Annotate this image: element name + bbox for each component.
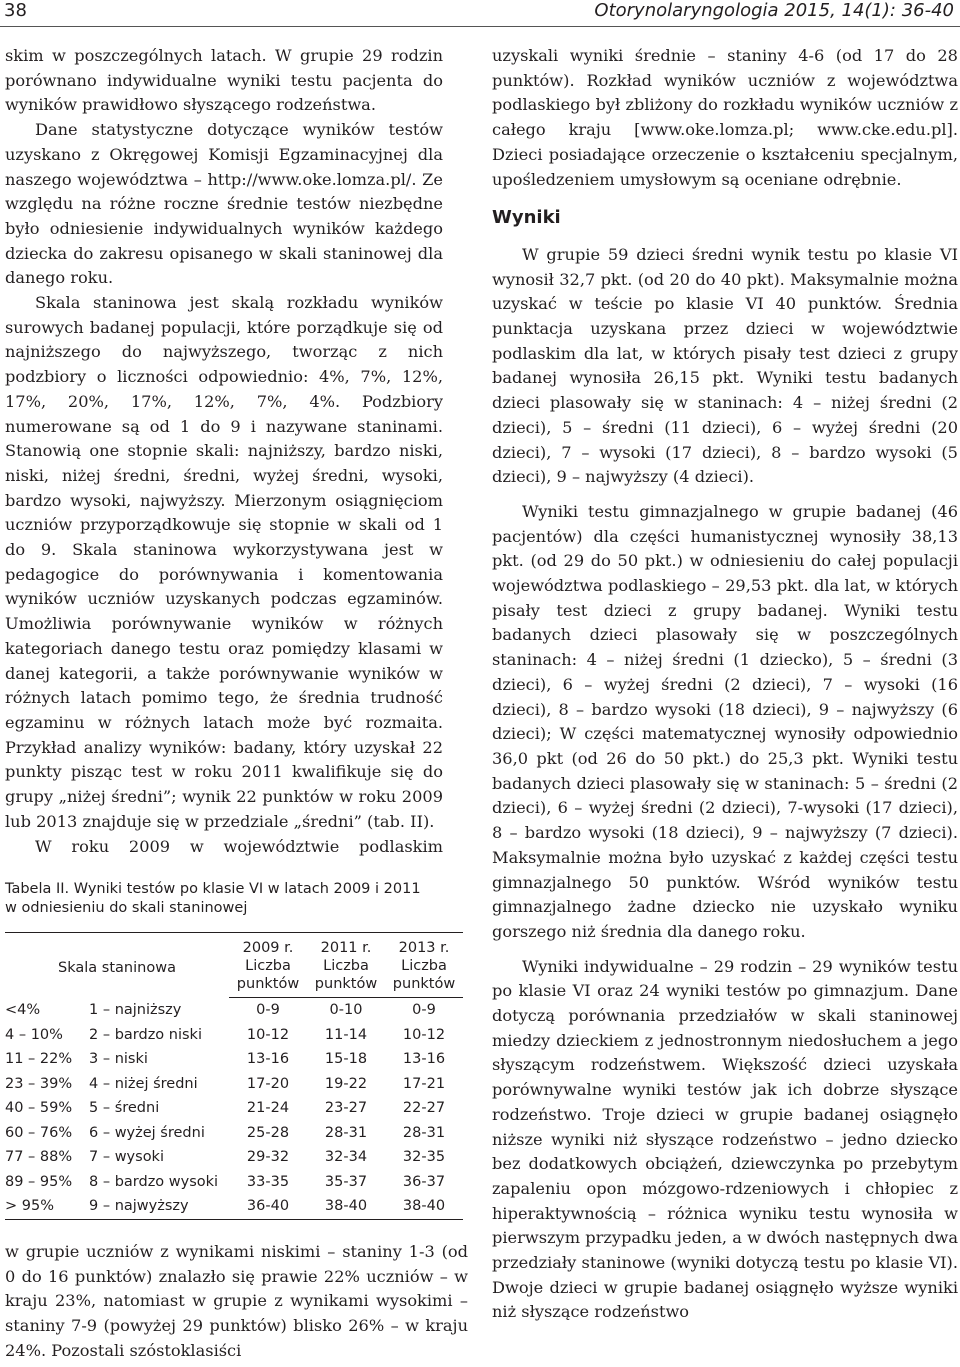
running-header: [0, 0, 960, 27]
table-row: [5, 1170, 463, 1195]
cell-stanine: 8 – bardzo wysoki: [89, 1173, 219, 1190]
cell-percentile-range: 11 – 22%: [5, 1051, 73, 1067]
cell-percentile-range: 23 – 39%: [5, 1075, 73, 1092]
table-row: [5, 1145, 463, 1170]
table-row: [5, 1121, 463, 1146]
paragraph: Wyniki indywidualne – 29 rodzin – 29 wyników testu po klasie VI oraz 24 wyniki testów po gimnazjum. Dane dotyczą porównania przedziałów w skali staninowej miedzy dzieckiem z jednostronnym niedosłuchem a jego słyszącym rodzeństwem. Większość dzieci uzyskała porównywalne wyniki testów jak ich dobrze słyszące rodzeństwo. Troje dzieci w grupie badanej osiągnęło niższe wyniki niż słyszące rodzeństwo – jedno dziecko bez dodatkowych obciążeń, dziewczynka po przebytym zapaleniu opon mózgowo-rdzeniowych i chłopiec z hiperaktywnością – różnica wyniku testu wynosiła w pierwszym przypadku jeden, a w dwóch następnych dwa przedziały staninowe (wyniki dotyczą testu po klasie VI). Dwoje dzieci w grupie badanej osiągnęło wyższe wyniki niż słyszące rodzeństwo: [492, 956, 958, 1322]
cell-2009: 29-32: [246, 1149, 290, 1165]
header-liczba: Liczba: [245, 958, 291, 974]
cell-percentile-range: <4%: [5, 1001, 41, 1018]
cell-2013: 36-37: [402, 1173, 446, 1190]
cell-2013: 10-12: [402, 1026, 446, 1043]
cell-2011: 11-14: [324, 1026, 368, 1043]
table-row: [5, 1194, 463, 1219]
stanine-table: [5, 932, 463, 1220]
section-heading: Wyniki: [492, 207, 561, 229]
left-column-continuation: [5, 1240, 468, 1364]
cell-percentile-range: 40 – 59%: [5, 1100, 73, 1116]
cell-2013: 13-16: [402, 1051, 446, 1067]
cell-stanine: 6 – wyżej średni: [89, 1124, 205, 1141]
cell-2013: 32-35: [402, 1149, 446, 1165]
header-punktow: punktów: [307, 975, 385, 998]
cell-percentile-range: 60 – 76%: [5, 1124, 73, 1141]
header-punktow: punktów: [229, 975, 307, 998]
cell-2011: 38-40: [307, 1194, 385, 1219]
header-liczba: Liczba: [401, 958, 447, 974]
table-body: [5, 998, 463, 1220]
cell-2009: 17-20: [246, 1075, 290, 1092]
paragraph: uzyskali wyniki średnie – staniny 4-6 (od 17 do 28 punktów). Rozkład wyników uczniów z województwa podlaskiego był zbliżony do rozkładu wyników uczniów z całego kraju [www.oke.lomza.pl; www.cke.edu.pl]. Dzieci posiadające orzeczenie o kształceniu specjalnym, upośledzeniem umysłowym są oceniane odrębnie.: [492, 46, 958, 189]
paragraph: w grupie uczniów z wynikami niskimi – staniny 1-3 (od 0 do 16 punktów) znalazło się prawie 22% uczniów – w kraju 23%, natomiast w grupie z wynikami wysokimi – staniny 7-9 (powyżej 29 punktów) blisko 26% – w kraju 24%. Pozostali szóstoklasiści: [5, 1242, 468, 1360]
header-year: 2013 r.: [385, 933, 463, 958]
cell-2011: 0-10: [329, 1002, 363, 1018]
header-liczba: Liczba: [323, 958, 369, 974]
cell-stanine: 3 – niski: [89, 1051, 148, 1067]
header-year: 2011 r.: [307, 933, 385, 958]
cell-2009: 21-24: [246, 1100, 290, 1116]
cell-stanine: 2 – bardzo niski: [89, 1026, 202, 1043]
paragraph: W roku 2009 w województwie podlaskim: [35, 836, 443, 856]
cell-stanine: 4 – niżej średni: [89, 1075, 198, 1092]
cell-2011: 19-22: [324, 1075, 368, 1092]
cell-stanine: 1 – najniższy: [89, 1001, 182, 1018]
cell-stanine: 7 – wysoki: [89, 1149, 164, 1165]
paragraph: skim w poszczególnych latach. W grupie 29 rodzin porównano indywidualne wyniki testu pacjenta do wyników prawidłowo słyszącego rodzeństwa.: [5, 46, 443, 115]
table-row: [5, 1072, 463, 1097]
right-column: [492, 44, 958, 1325]
caption-line: w odniesieniu do skali staninowej: [5, 900, 248, 916]
cell-2011: 15-18: [324, 1051, 368, 1067]
cell-2009: 33-35: [246, 1173, 290, 1190]
table-caption: [5, 880, 463, 918]
cell-2013: 28-31: [402, 1124, 446, 1141]
caption-line: Tabela II. Wyniki testów po klasie VI w latach 2009 i 2011: [5, 881, 421, 897]
cell-stanine: 5 – średni: [89, 1100, 160, 1116]
cell-2009: 0-9: [256, 1002, 280, 1018]
cell-percentile-range: 4 – 10%: [5, 1026, 63, 1043]
cell-percentile-range: 89 – 95%: [5, 1173, 73, 1190]
table-row: [5, 998, 463, 1023]
cell-2013: 38-40: [385, 1194, 463, 1219]
cell-percentile-range: > 95%: [5, 1194, 89, 1219]
cell-stanine: 9 – najwyższy: [89, 1194, 229, 1219]
header-punktow: punktów: [385, 975, 463, 998]
paragraph: Dane statystyczne dotyczące wyników testów uzyskano z Okręgowej Komisji Egzaminacyjnej dla naszego województwa – http://www.oke.lomza.pl/. Ze względu na różne roczne średnie testów niezbędne było odniesienie indywidualnych wyników każdego dziecka do zakresu opisanego w skali staninowej dla danego roku.: [5, 120, 443, 288]
cell-2011: 23-27: [324, 1100, 368, 1116]
cell-2013: 0-9: [412, 1002, 436, 1018]
cell-2011: 32-34: [324, 1149, 368, 1165]
paragraph: Wyniki testu gimnazjalnego w grupie badanej (46 pacjentów) dla części humanistycznej wynosiły 38,13 pkt. (od 29 do 50 pkt.) w odniesieniu do całej populacji województwa podlaskiego – 29,53 pkt. dla lat, w których pisały test dzieci z grupy badanej. Wyniki testu badanych dzieci plasowały się w poszczególnych staninach: 4 – niżej średni (1 dziecko), 5 – średni (3 dzieci), 6 – wyżej średni (2 dzieci), 7 – wysoki (16 dzieci), 8 – bardzo wysoki (18 dzieci), 9 – najwyższy (6 dzieci); W części matematycznej wynosiły odpowiednio 36,0 pkt (od 26 do 50 pkt.) do 25,3 pkt. Wyniki testu badanych dzieci plasowały się w staninach: 5 – średni (2 dzieci), 6 – wyżej średni (2 dzieci), 7-wysoki (17 dzieci), 8 – bardzo wysoki (18 dzieci), 9 – najwyższy (7 dzieci). Maksymalnie można było uzyskać z każdej części testu gimnazjalnego 50 punktów. Wśród wyników testu gimnazjalnego żadne dziecko nie uzyskało wyniku gorszego niż średnia dla danego roku.: [492, 501, 958, 941]
paragraph: W grupie 59 dzieci średni wynik testu po klasie VI wynosił 32,7 pkt. (od 20 do 40 pkt). Maksymalnie można uzyskać w teście po klasie VI 40 punktów. Średnia punktacja uzyskana przez dzieci w województwie podlaskim dla lat, w których pisały test dzieci z grupy badanej wynosiła 26,15 pkt. Wyniki testu badanych dzieci plasowały się w staninach: 4 – niżej średni (2 dzieci), 5 – średni (11 dzieci), 6 – wyżej średni (20 dzieci), 7 – wysoki (17 dzieci), 8 – bardzo wysoki (5 dzieci), 9 – najwyższy (4 dzieci).: [492, 244, 958, 487]
header-year: 2009 r.: [229, 933, 307, 958]
cell-2011: 28-31: [324, 1124, 368, 1141]
page-number: 38: [4, 0, 27, 21]
paragraph: Skala staninowa jest skalą rozkładu wyników surowych badanej populacji, które porządkuje się od najniższego do najwyższego, tworząc z nich podzbiory o liczności odpowiednio: 4%, 7%, 12%, 17%, 20%, 17%, 12%, 7%, 4%. Podzbiory numerowane są od 1 do 9 i nazywane staninami. Stanowią one stopnie skali: najniższy, bardzo niski, niski, niżej średni, średni, wyżej średni, wysoki, bardzo wysoki, najwyższy. Mierzonym osiągnięciom uczniów przyporządkowuje się stopnie w skali od 1 do 9. Skala staninowa wykorzystywana jest w pedagogice do porównywania i komentowania wyników uczniów uzyskanych podczas egzaminów. Umożliwia porównywanie wyników w różnych kategoriach danego testu oraz pomiędzy klasami w danej kategorii, a także porównywanie wyników w różnych latach pomimo tego, że średnia trudność egzaminu w różnych latach może być rozmaita. Przykład analizy wyników: badany, który uzyskał 22 punkty pisząc test w roku 2011 kwalifikuje się do grupy „niżej średni”; wynik 22 punktów w roku 2009 lub 2013 znajduje się w przedziale „średni” (tab. II).: [5, 293, 443, 831]
table-row: [5, 1096, 463, 1121]
cell-2013: 17-21: [402, 1075, 446, 1092]
cell-2009: 36-40: [229, 1194, 307, 1219]
header-scale: Skala staninowa: [5, 933, 229, 998]
cell-percentile-range: 77 – 88%: [5, 1149, 73, 1165]
table-row: [5, 1023, 463, 1048]
table-2: [5, 880, 463, 1220]
journal-citation: Otorynolaryngologia 2015, 14(1): 36-40: [594, 0, 954, 21]
cell-2009: 10-12: [246, 1026, 290, 1043]
cell-2009: 25-28: [246, 1124, 290, 1141]
left-column: [5, 44, 443, 859]
cell-2009: 13-16: [246, 1051, 290, 1067]
table-row: [5, 1047, 463, 1072]
cell-2011: 35-37: [324, 1173, 368, 1190]
cell-2013: 22-27: [402, 1100, 446, 1116]
